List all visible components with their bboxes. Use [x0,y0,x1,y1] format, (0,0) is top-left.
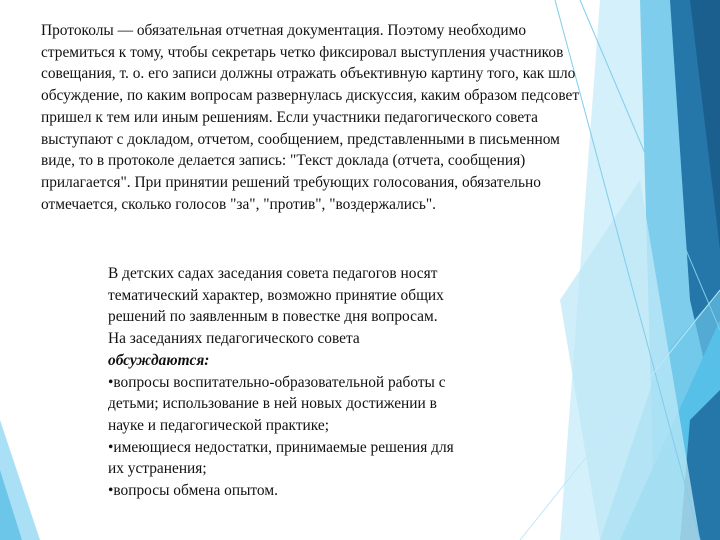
paragraph-pedagogical-council [108,263,528,502]
text-line: На заседаниях педагогического совета [108,330,360,348]
text-line: В детских садах заседания совета педагогов носят [108,265,438,282]
bullet-line: науке и педагогической практике; [108,416,329,434]
text-line: отмечается, сколько голосов "за", "против", "воздержались". [41,195,436,213]
emphasis-discussed: обсуждаются: [108,351,210,369]
paragraph-protocols [41,20,681,215]
text-line: стремиться к тому, чтобы секретарь четко фиксировал выступления участников [41,43,564,61]
bullet-line: •вопросы обмена опытом. [108,482,278,500]
text-line: тематический характер, возможно принятие общих [108,286,444,304]
text-line: выступают с докладом, отчетом, сообщением, представленными в письменном [41,130,560,148]
bullet-line: их устранения; [108,460,207,478]
text-line: обсуждение, по каким вопросам развернулась дискуссия, каким образом педсовет [41,87,580,105]
text-line: виде, то в протоколе делается запись: "Текст доклада (отчета, сообщения) [41,152,526,170]
text-line: прилагается". При принятии решений требующих голосования, обязательно [41,173,541,191]
bullet-line: детьми; использование в ней новых достижении в [108,395,437,413]
text-line: решений по заявленным в повестке дня вопросам. [108,308,438,326]
text-line: совещания, т. о. его записи должны отражать объективную картину того, как шло [41,65,576,83]
bullet-line: •имеющиеся недостатки, принимаемые решения для [108,438,454,456]
text-line: Протоколы — обязательная отчетная документация. Поэтому необходимо [41,22,527,39]
text-line: пришел к тем или иным решениям. Если участники педагогического совета [41,108,538,126]
bullet-line: •вопросы воспитательно-образовательной работы с [108,373,446,391]
